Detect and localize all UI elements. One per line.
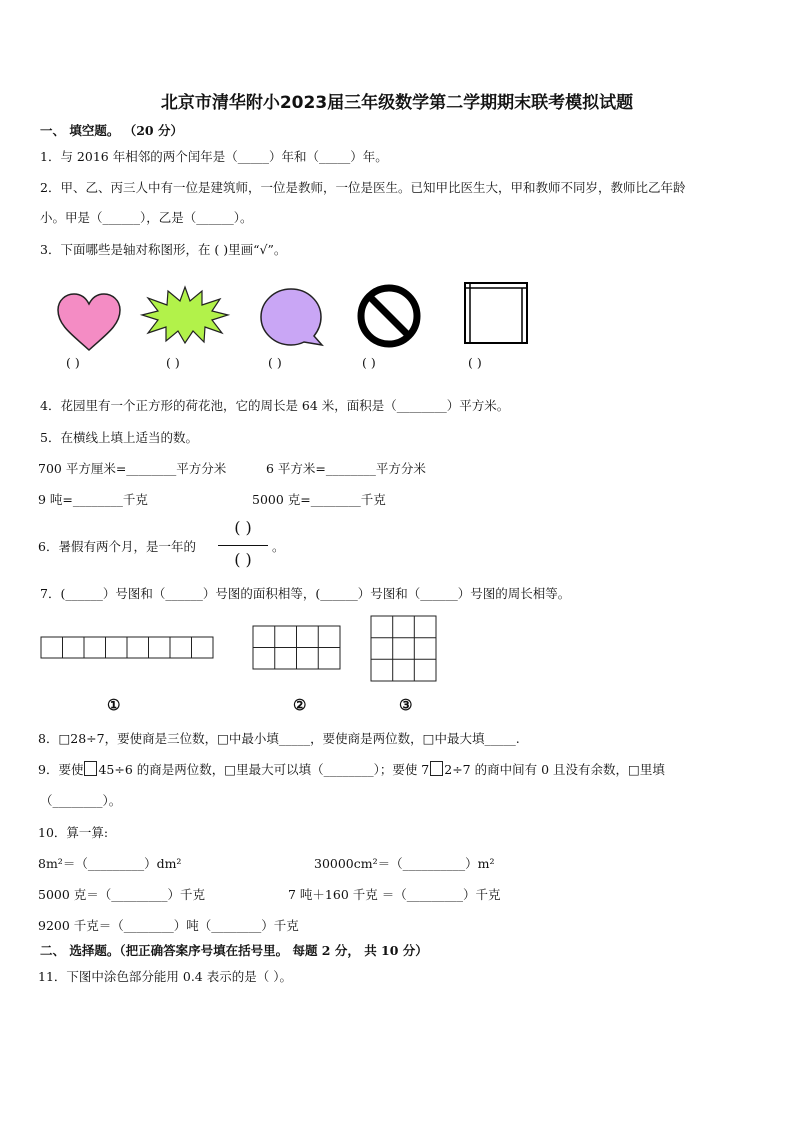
question-10-d: 7 吨＋160 千克 ＝（_________）千克 [288,887,501,902]
answer-paren-heart[interactable]: ( ) [66,355,80,370]
blank-box[interactable] [84,761,97,776]
question-5-d: 5000 克=________千克 [252,492,386,507]
figure-3-label: ③ [399,696,413,714]
starburst-path [142,287,228,343]
speech-bubble-shape [258,287,328,349]
fraction-numerator[interactable]: ( ) [234,518,252,537]
question-4: 4．花园里有一个正方形的荷花池，它的周长是 64 米，面积是（________）平方米。 [40,398,510,413]
question-5-c: 9 吨=________千克 [38,492,148,507]
question-2-line-2: 小。甲是（______），乙是（______）。 [40,210,253,225]
speech-bubble-path [261,289,322,345]
square-frame-shape [464,282,530,346]
figure-2-grid [252,625,342,671]
answer-paren-no-sign[interactable]: ( ) [362,355,376,370]
question-1: 1．与 2016 年相邻的两个闰年是（_____）年和（_____）年。 [40,149,388,164]
no-sign-shape [357,284,421,348]
question-6-text: 6．暑假有两个月，是一年的 [38,539,196,554]
question-10-a: 8m²＝（_________）dm² [38,856,182,871]
figure-1-grid [40,636,216,660]
question-2-line-1: 2．甲、乙、丙三人中有一位是建筑师，一位是教师，一位是医生。已知甲比医生大，甲和教师不同岁，教师比乙年龄 [40,180,686,195]
question-5-a: 700 平方厘米=________平方分米 [38,461,227,476]
question-9-part-a: 9．要使 [38,762,84,777]
page-title: 北京市清华附小2023届三年级数学第二学期期末联考模拟试题 [160,93,634,113]
blank-box[interactable] [430,761,443,776]
figure-1-label: ① [107,696,121,714]
heart-path [58,294,120,350]
section-1-heading: 一、 填空题。 （20 分） [40,123,183,138]
starburst-shape [140,285,230,345]
question-8: 8．□28÷7，要使商是三位数，□中最小填_____，要使商是两位数，□中最大填_____. [38,731,520,746]
answer-paren-square[interactable]: ( ) [468,355,482,370]
figure-2-label: ② [293,696,307,714]
answer-paren-bubble[interactable]: ( ) [268,355,282,370]
question-7: 7．(______）号图和（______）号图的面积相等，(______）号图和（______）号图的周长相等。 [40,586,571,601]
question-5-b: 6 平方米=________平方分米 [266,461,426,476]
question-5: 5．在横线上填上适当的数。 [40,430,198,445]
question-10-c: 5000 克＝（_________）千克 [38,887,206,902]
fraction-denominator[interactable]: ( ) [234,550,252,569]
question-6-end: 。 [272,539,285,554]
question-9-line-2: （________）。 [40,793,122,808]
question-10: 10．算一算: [38,825,109,840]
question-9-line-1 [38,760,665,778]
no-sign-slash [370,297,408,335]
answer-paren-starburst[interactable]: ( ) [166,355,180,370]
question-10-e: 9200 千克＝（________）吨（________）千克 [38,918,299,933]
section-2-heading: 二、 选择题。（把正确答案序号填在括号里。 每题 2 分， 共 10 分） [40,943,428,958]
figure-3-grid [370,615,438,683]
question-9-part-b: 45÷6 的商是两位数，□里最大可以填（________）；要使 7 [98,762,430,777]
question-9-part-c: 2÷7 的商中间有 0 且没有余数，□里填 [444,762,665,777]
question-11: 11．下图中涂色部分能用 0.4 表示的是（ ）。 [38,969,292,984]
question-10-b: 30000cm²＝（__________）m² [314,856,495,871]
question-3: 3．下面哪些是轴对称图形，在 ( )里画“√”。 [40,242,287,257]
heart-shape [54,292,124,354]
fraction-bar [218,545,268,546]
question-6-fraction[interactable] [216,518,270,574]
